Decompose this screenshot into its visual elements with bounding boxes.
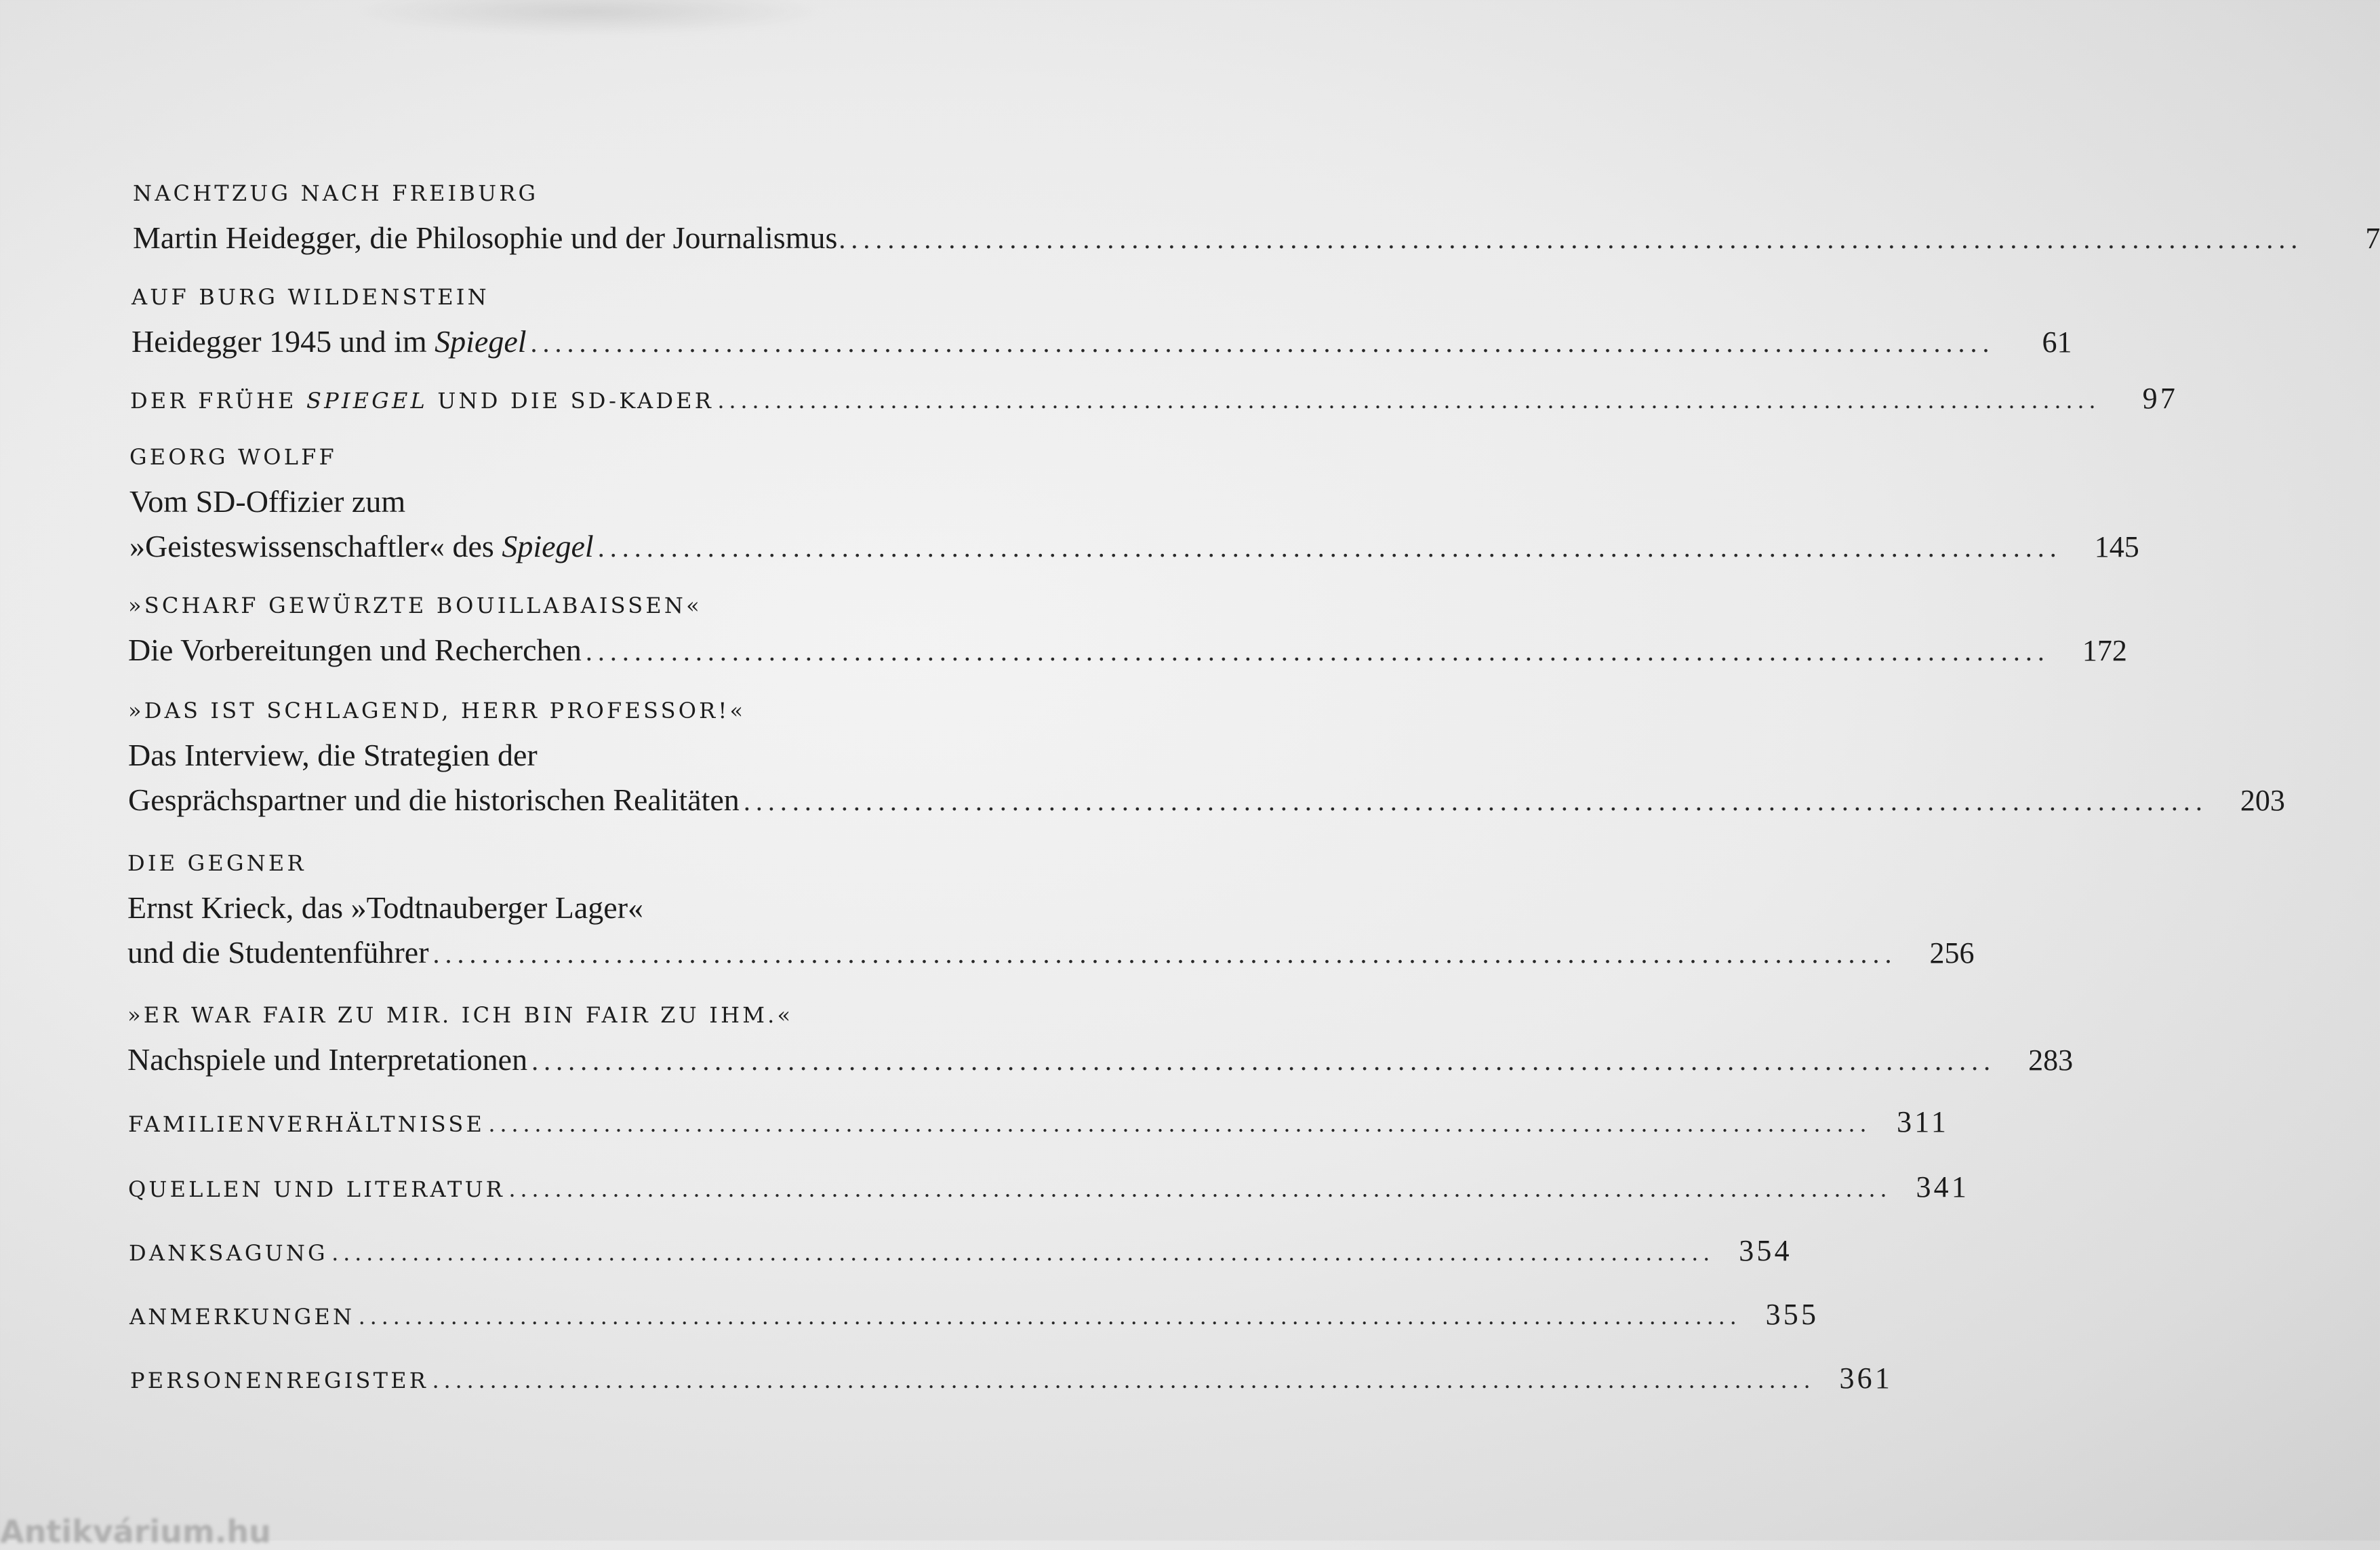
toc-heading: NACHTZUG NACH FREIBURG (133, 180, 539, 206)
toc-entry-frueher-spiegel (130, 376, 2179, 423)
dot-leader: ........................................................................................................................ (839, 224, 2303, 254)
toc-page-number: 361 (1839, 1362, 1893, 1395)
toc-heading: GEORG WOLFF (129, 444, 337, 470)
toc-page-number: 311 (1897, 1105, 1950, 1138)
toc-subtitle-line (132, 319, 2072, 365)
toc-heading: DANKSAGUNG (129, 1240, 328, 1266)
dot-leader: ........................................................................................................................ (489, 1110, 1872, 1137)
toc-heading-line (130, 376, 2179, 423)
toc-page-number: 61 (2042, 325, 2072, 359)
toc-subtitle: »Geisteswissenschaftler« des Spiegel (129, 529, 594, 563)
toc-subtitle: Gesprächspartner und die historischen Realitäten (128, 782, 740, 817)
dot-leader: ........................................................................................................................ (597, 532, 2062, 563)
toc-heading-line (129, 1229, 1792, 1275)
toc-page-number: 172 (2082, 634, 2127, 667)
toc-heading: FAMILIENVERHÄLTNISSE (128, 1111, 485, 1137)
toc-subtitle-line (129, 524, 2139, 570)
dot-leader: ........................................................................................................................ (331, 1239, 1715, 1266)
toc-heading: DER FRÜHE SPIEGEL UND DIE SD-KADER (130, 388, 714, 414)
toc-entry-anmerkungen (129, 1292, 1819, 1339)
toc-subtitle-line (133, 216, 2380, 262)
toc-entry-georg-wolff (129, 435, 2139, 570)
dot-leader: ........................................................................................................................ (585, 636, 2050, 667)
toc-page-number: 7 (2365, 222, 2380, 255)
toc-subtitle-first-line: Ernst Krieck, das »Todtnauberger Lager« (127, 890, 644, 925)
toc-entry-bouillabaissen (128, 583, 2127, 674)
toc-subtitle: Martin Heidegger, die Philosophie und der Journalismus (133, 220, 838, 255)
dot-leader: ........................................................................................................................ (743, 786, 2208, 816)
toc-subtitle-line (128, 778, 2285, 824)
toc-page-number: 97 (2142, 382, 2179, 415)
toc-entry-nachtzug (133, 171, 2380, 262)
toc-heading: DIE GEGNER (127, 850, 306, 876)
toc-subtitle-line (127, 1037, 2074, 1084)
dot-leader: ........................................................................................................................ (530, 327, 1995, 358)
toc-page-number: 354 (1739, 1234, 1792, 1267)
toc-heading-line (129, 1292, 1819, 1339)
toc-entry-fair (127, 993, 2074, 1084)
toc-subtitle-first-line: Das Interview, die Strategien der (128, 738, 538, 772)
toc-heading: ANMERKUNGEN (129, 1304, 355, 1330)
toc-subtitle-line (127, 930, 1975, 976)
toc-page-number: 203 (2240, 784, 2285, 817)
toc-page-number: 355 (1765, 1298, 1819, 1331)
toc-entry-quellen (128, 1165, 1970, 1212)
toc-subtitle: Heidegger 1945 und im Spiegel (132, 324, 527, 359)
dot-leader: ........................................................................................................................ (432, 1366, 1816, 1393)
toc-page-number: 341 (1916, 1170, 1970, 1204)
toc-entry-schlagend (128, 688, 2285, 824)
toc-heading: »SCHARF GEWÜRZTE BOUILLABAISSEN« (128, 593, 702, 618)
toc-subtitle: Nachspiele und Interpretationen (127, 1042, 528, 1077)
toc-heading: QUELLEN UND LITERATUR (128, 1176, 506, 1202)
dot-leader: ........................................................................................................................ (718, 386, 2101, 414)
dot-leader: ........................................................................................................................ (432, 938, 1897, 969)
toc-heading: AUF BURG WILDENSTEIN (132, 284, 489, 310)
toc-subtitle-first-line: Vom SD-Offizier zum (129, 484, 406, 519)
toc-heading: »ER WAR FAIR ZU MIR. ICH BIN FAIR ZU IHM.« (127, 1002, 794, 1028)
toc-subtitle: und die Studentenführer (127, 935, 429, 970)
toc-heading: »DAS IST SCHLAGEND, HERR PROFESSOR!« (128, 698, 746, 723)
watermark: Antikvárium.hu (0, 1513, 271, 1550)
toc-entry-burg-wildenstein (132, 275, 2072, 365)
toc-entry-familienverhaeltnisse (128, 1100, 1950, 1147)
toc-heading-line (128, 1100, 1950, 1147)
dot-leader: ........................................................................................................................ (359, 1303, 1742, 1330)
toc-page-number: 283 (2028, 1044, 2074, 1077)
toc-entry-personenregister (130, 1356, 1893, 1403)
toc-subtitle: Die Vorbereitungen und Recherchen (128, 633, 582, 667)
toc-entry-gegner (127, 841, 1975, 976)
toc-entry-danksagung (129, 1229, 1792, 1275)
dot-leader: ........................................................................................................................ (531, 1046, 1996, 1076)
toc-heading-line (130, 1356, 1893, 1403)
toc-subtitle-line (128, 628, 2127, 674)
toc-page-number: 256 (1929, 936, 1975, 970)
toc-heading: PERSONENREGISTER (130, 1368, 429, 1393)
toc-page-number: 145 (2094, 530, 2139, 563)
dot-leader: ........................................................................................................................ (509, 1175, 1893, 1202)
toc-heading-line (128, 1165, 1970, 1212)
